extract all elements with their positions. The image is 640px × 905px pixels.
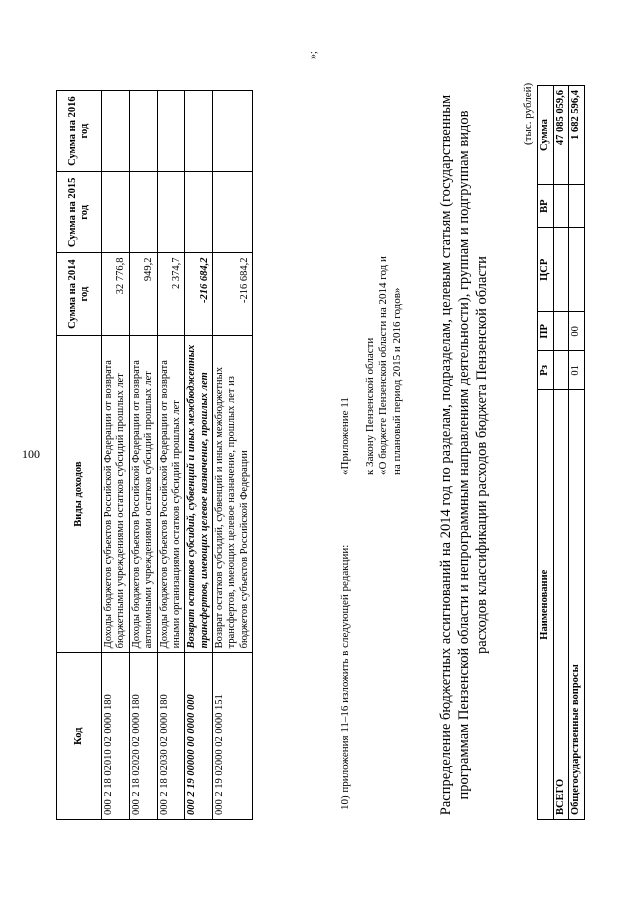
row-code: 000 2 19 00000 00 0000 000 xyxy=(185,653,213,820)
row-name: Доходы бюджетов субъектов Российской Федерации от возврата иными организациями остатков субсидий прошлых лет xyxy=(157,335,185,653)
row-sum-2014: -216 684,2 xyxy=(185,253,213,335)
revenue-table xyxy=(56,90,253,820)
page-number: 100 xyxy=(22,447,40,461)
row-name: Общегосударственные вопросы xyxy=(569,390,585,820)
table-row xyxy=(157,91,185,820)
title-line: расходов классификации расходов бюджета Пензенской области xyxy=(474,256,491,654)
row-sum-2016 xyxy=(185,91,213,172)
header-sum-2016: Сумма на 2016 год xyxy=(57,91,102,172)
appendix-heading xyxy=(339,256,404,475)
table-row xyxy=(569,86,585,820)
header-name: Виды доходов xyxy=(57,335,102,653)
header-sum-2015: Сумма на 2015 год xyxy=(57,172,102,253)
title-line: Распределение бюджетных ассигнований на 2014 год по разделам, подразделам, целевым статьям (государственным xyxy=(438,94,454,816)
row-code: 000 2 19 02000 02 0000 151 xyxy=(213,653,253,820)
row-sum-2014: -216 684,2 xyxy=(213,253,253,335)
row-code: 000 2 18 02020 02 0000 180 xyxy=(129,653,157,820)
row-sum-2015 xyxy=(102,172,130,253)
row-sum-2015 xyxy=(129,172,157,253)
row-sum: 1 682 596,4 xyxy=(569,86,585,185)
row-sum-2014: 949,2 xyxy=(129,253,157,335)
revenue-table-header xyxy=(57,91,102,820)
row-vr xyxy=(569,185,585,228)
appendix-line: на плановый период 2015 и 2016 годов» xyxy=(390,287,403,475)
expenditure-table-header xyxy=(538,86,554,820)
row-name: ВСЕГО xyxy=(553,390,569,820)
row-sum-2014: 32 776,8 xyxy=(102,253,130,335)
distribution-title xyxy=(437,90,491,820)
table-row xyxy=(102,91,130,820)
amendment-item-10: 10) приложения 11–16 изложить в следующей редакции: xyxy=(339,544,351,810)
row-csr xyxy=(569,228,585,312)
row-sum-2016 xyxy=(157,91,185,172)
table-row xyxy=(185,91,213,820)
title-line: программам Пензенской области и непрограммным направлениям деятельности), группам и подгруппам видов xyxy=(456,110,473,800)
row-pr: 00 xyxy=(569,312,585,351)
row-code: 000 2 18 02010 02 0000 180 xyxy=(102,653,130,820)
header-pr: ПР xyxy=(538,312,554,351)
table-row xyxy=(213,91,253,820)
row-sum-2015 xyxy=(185,172,213,253)
appendix-line: к Закону Пензенской области xyxy=(364,337,377,475)
header-sum-2014: Сумма на 2014 год xyxy=(57,253,102,335)
row-rz: 01 xyxy=(569,351,585,390)
header-csr: ЦСР xyxy=(538,228,554,312)
table-row xyxy=(129,91,157,820)
row-name: Возврат остатков субсидий, субвенций и иных межбюджетных трансфертов, имеющих целевое назначение, прошлых лет xyxy=(185,335,213,653)
table-row xyxy=(553,86,569,820)
row-sum-2015 xyxy=(157,172,185,253)
header-vr: ВР xyxy=(538,185,554,228)
row-sum-2015 xyxy=(213,172,253,253)
row-csr xyxy=(553,228,569,312)
row-sum: 47 085 059,6 xyxy=(553,86,569,185)
header-name: Наименование xyxy=(538,390,554,820)
row-name: Доходы бюджетов субъектов Российской Федерации от возврата бюджетными учреждениями остатков субсидий прошлых лет xyxy=(102,335,130,653)
header-code: Код xyxy=(57,653,102,820)
row-pr xyxy=(553,312,569,351)
row-name: Доходы бюджетов субъектов Российской Федерации от возврата автономными учреждениями остатков субсидий прошлых лет xyxy=(129,335,157,653)
row-sum-2016 xyxy=(129,91,157,172)
row-sum-2014: 2 374,7 xyxy=(157,253,185,335)
row-vr xyxy=(553,185,569,228)
header-rz: Рз xyxy=(538,351,554,390)
row-sum-2016 xyxy=(213,91,253,172)
row-name: Возврат остатков субсидий, субвенций и иных межбюджетных трансфертов, имеющих целевое назначение, прошлых лет из бюджетов субъектов Российской Федерации xyxy=(213,335,253,653)
closing-quote-mark: »; xyxy=(308,51,319,59)
row-rz xyxy=(553,351,569,390)
row-sum-2016 xyxy=(102,91,130,172)
header-sum: Сумма xyxy=(538,86,554,185)
units-label: (тыс. рублей) xyxy=(522,82,534,145)
appendix-title: «Приложение 11 xyxy=(339,397,351,475)
expenditure-table xyxy=(537,85,585,820)
row-code: 000 2 18 02030 02 0000 180 xyxy=(157,653,185,820)
appendix-line: «О бюджете Пензенской области на 2014 год и xyxy=(377,256,390,475)
